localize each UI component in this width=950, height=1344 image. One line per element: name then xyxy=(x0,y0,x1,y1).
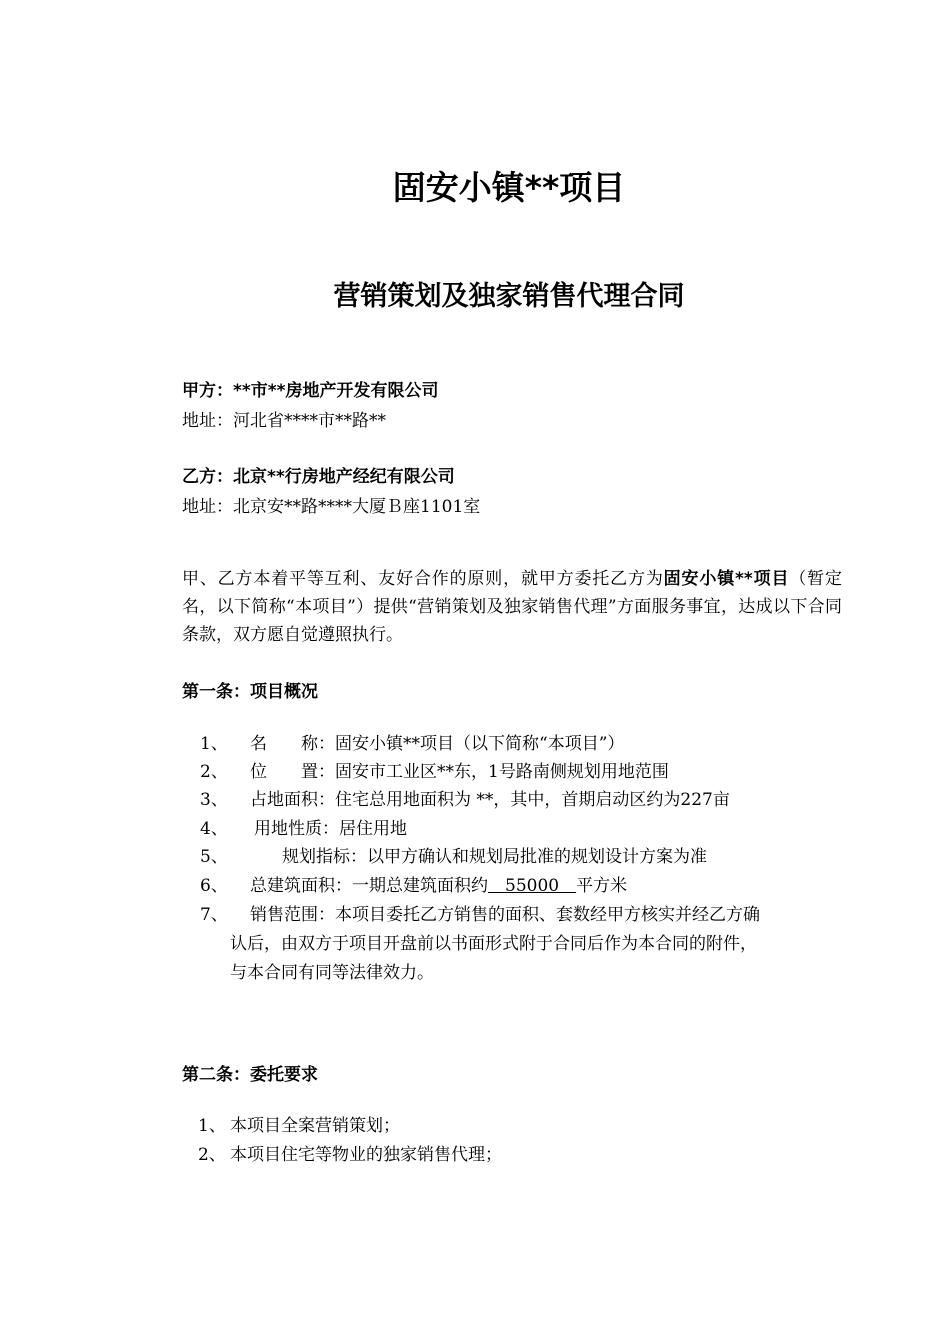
item-text: 占地面积：住宅总用地面积为 **，其中，首期启动区约为227亩 xyxy=(250,790,730,810)
item-number: 7、 xyxy=(200,905,228,925)
document-subtitle: 营销策划及独家销售代理合同 xyxy=(333,281,685,312)
party-a-label: 甲方：**市**房地产开发有限公司 xyxy=(182,381,439,401)
item-text: 总建筑面积：一期总建筑面积约 xyxy=(250,876,488,896)
article1-heading: 第一条：项目概况 xyxy=(182,682,318,702)
article1-item-7-line2: 认后，由双方于项目开盘前以书面形式附于合同后作为本合同的附件， xyxy=(230,934,757,954)
item-number: 2、 xyxy=(198,1145,226,1165)
article1-item-3 xyxy=(200,785,730,810)
article1-item-1 xyxy=(200,729,624,754)
article1-item-2 xyxy=(200,757,669,782)
article2-item-1 xyxy=(198,1111,400,1136)
article1-item-5 xyxy=(200,842,707,867)
item-number: 6、 xyxy=(200,876,228,896)
item-text: 本项目全案营销策划； xyxy=(230,1116,400,1136)
item-number: 5、 xyxy=(200,847,228,867)
intro-project-name: 固安小镇**项目 xyxy=(663,569,790,589)
article2-heading: 第二条：委托要求 xyxy=(182,1065,318,1085)
item-text-unit: 平方米 xyxy=(576,876,628,896)
item-text: 本项目住宅等物业的独家销售代理； xyxy=(230,1145,502,1165)
article1-item-7 xyxy=(200,900,760,925)
item-number: 4、 xyxy=(200,819,228,839)
item-text: 用地性质：居住用地 xyxy=(254,819,407,839)
article1-item-7-line3: 与本合同有同等法律效力。 xyxy=(230,963,434,983)
document-title: 固安小镇**项目 xyxy=(392,168,626,207)
party-a-address: 地址：河北省****市**路** xyxy=(182,411,386,431)
item-text: 位 置：固安市工业区**东，1号路南侧规划用地范围 xyxy=(250,762,669,782)
total-area-value: 55000 xyxy=(488,876,577,896)
item-number: 1、 xyxy=(200,734,228,754)
intro-part1: 甲、乙方本着平等互利、友好合作的原则，就甲方委托乙方为 xyxy=(182,569,664,589)
item-number: 1、 xyxy=(198,1116,226,1136)
item-text: 规划指标：以甲方确认和规划局批准的规划设计方案为准 xyxy=(282,847,707,867)
item-text: 名 称：固安小镇**项目（以下简称“本项目”） xyxy=(250,734,625,754)
item-number: 3、 xyxy=(200,790,228,810)
party-b-address: 地址：北京安**路****大厦Ｂ座1101室 xyxy=(182,497,481,517)
article1-item-4 xyxy=(200,814,407,839)
article1-item-6 xyxy=(200,871,627,896)
item-number: 2、 xyxy=(200,762,228,782)
item-text: 销售范围：本项目委托乙方销售的面积、套数经甲方核实并经乙方确 xyxy=(250,905,760,925)
party-b-label: 乙方：北京**行房地产经纪有限公司 xyxy=(182,467,455,487)
intro-part2: （暂定名，以下简称“本项目”）提供“营销策划及独家销售代理”方面服务事宜，达成以下合同条款，双方愿自觉遵照执行。 xyxy=(182,569,843,645)
article2-item-2 xyxy=(198,1140,502,1165)
intro-paragraph xyxy=(182,565,842,649)
